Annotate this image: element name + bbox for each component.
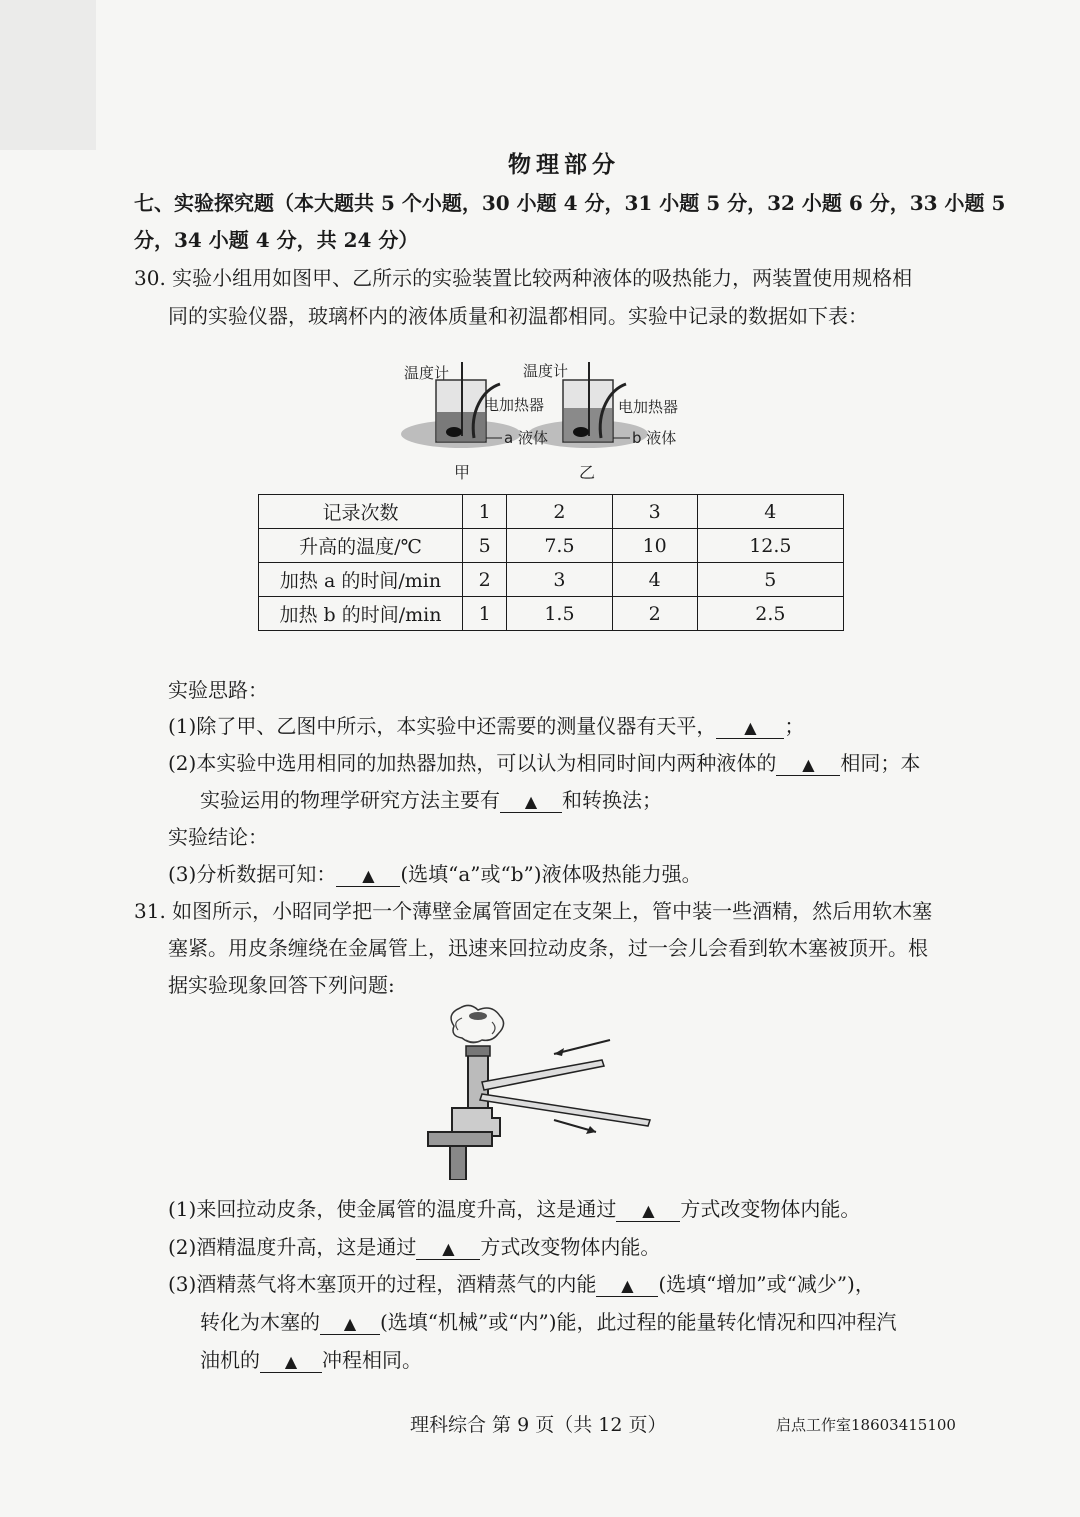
answer-blank[interactable]: ▲ — [260, 1350, 322, 1373]
q30-line2: 同的实验仪器，玻璃杯内的液体质量和初温都相同。实验中记录的数据如下表： — [168, 304, 868, 328]
q30-line1: 30. 实验小组用如图甲、乙所示的实验装置比较两种液体的吸热能力，两装置使用规格相 — [134, 266, 913, 290]
section-heading-line1: 七、实验探究题（本大题共 5 个小题，30 小题 4 分，31 小题 5 分，32 小题 6 分，33 小题 5 — [134, 191, 1006, 215]
q30-sub1: (1)除了甲、乙图中所示，本实验中还需要的测量仪器有天平， ▲ ； — [168, 714, 805, 738]
data-table — [258, 494, 844, 631]
table-cell: 12.5 — [697, 529, 843, 563]
table-row — [259, 597, 844, 631]
q31-line3: 据实验现象回答下列问题: — [168, 973, 395, 997]
page-title: 物理部分 — [508, 151, 620, 178]
table-cell: 3 — [612, 495, 697, 529]
table-cell: 2 — [463, 563, 507, 597]
section-heading-line2: 分，34 小题 4 分，共 24 分） — [134, 228, 419, 252]
table-cell: 1 — [463, 597, 507, 631]
liquid-label-a: a 液体 — [504, 429, 548, 447]
metal-tube-figure — [422, 1004, 662, 1180]
caption-jia: 甲 — [454, 463, 471, 482]
table-cell: 加热 b 的时间/min — [259, 597, 463, 631]
table-cell: 7.5 — [507, 529, 612, 563]
scan-shadow — [0, 0, 96, 150]
q31-line2: 塞紧。用皮条缠绕在金属管上，迅速来回拉动皮条，过一会儿会看到软木塞被顶开。根 — [168, 936, 928, 960]
table-cell: 2 — [507, 495, 612, 529]
answer-blank[interactable]: ▲ — [336, 864, 400, 887]
q30-sub3: (3)分析数据可知： ▲ (选填“a”或“b”)液体吸热能力强。 — [168, 862, 702, 886]
table-cell: 5 — [697, 563, 843, 597]
table-row — [259, 563, 844, 597]
answer-blank[interactable]: ▲ — [616, 1199, 680, 1222]
heater-label-b: 电加热器 — [618, 398, 679, 416]
answer-blank[interactable]: ▲ — [320, 1312, 380, 1335]
answer-blank[interactable]: ▲ — [596, 1274, 658, 1297]
table-cell: 1 — [463, 495, 507, 529]
table-cell: 4 — [612, 563, 697, 597]
table-header-row — [259, 495, 844, 529]
beaker-figure — [396, 352, 696, 488]
q30-sub2-cont: 实验运用的物理学研究方法主要有 ▲ 和转换法； — [200, 788, 662, 812]
table-cell: 10 — [612, 529, 697, 563]
thermometer-label-b: 温度计 — [523, 362, 569, 380]
footer-credit: 启点工作室18603415100 — [776, 1416, 956, 1434]
q30-idea-label: 实验思路： — [168, 678, 268, 702]
table-cell: 升高的温度/℃ — [259, 529, 463, 563]
page-footer: 理科综合 第 9 页（共 12 页） — [410, 1414, 667, 1436]
answer-blank[interactable]: ▲ — [776, 753, 840, 776]
table-cell: 5 — [463, 529, 507, 563]
table-cell: 1.5 — [507, 597, 612, 631]
table-cell: 2.5 — [697, 597, 843, 631]
q30-conclusion-label: 实验结论： — [168, 825, 268, 849]
heater-label-a: 电加热器 — [484, 396, 545, 414]
thermometer-label-a: 温度计 — [404, 364, 450, 382]
q31-sub3-cont: 转化为木塞的 ▲ (选填“机械”或“内”)能，此过程的能量转化情况和四冲程汽 — [200, 1310, 897, 1334]
q31-sub2: (2)酒精温度升高，这是通过 ▲ 方式改变物体内能。 — [168, 1235, 661, 1259]
q31-sub3-cont2: 油机的 ▲ 冲程相同。 — [200, 1348, 422, 1372]
caption-yi: 乙 — [579, 463, 596, 482]
table-row — [259, 529, 844, 563]
table-cell: 4 — [697, 495, 843, 529]
answer-blank[interactable]: ▲ — [716, 716, 784, 739]
table-cell: 记录次数 — [259, 495, 463, 529]
q31-sub3: (3)酒精蒸气将木塞顶开的过程，酒精蒸气的内能 ▲ (选填“增加”或“减少”)， — [168, 1272, 875, 1296]
answer-blank[interactable]: ▲ — [416, 1237, 480, 1260]
q30-sub2: (2)本实验中选用相同的加热器加热，可以认为相同时间内两种液体的 ▲ 相同；本 — [168, 751, 921, 775]
table-cell: 2 — [612, 597, 697, 631]
table-cell: 3 — [507, 563, 612, 597]
liquid-label-b: b 液体 — [632, 429, 677, 447]
answer-blank[interactable]: ▲ — [500, 790, 562, 813]
table-cell: 加热 a 的时间/min — [259, 563, 463, 597]
q31-sub1: (1)来回拉动皮条，使金属管的温度升高，这是通过 ▲ 方式改变物体内能。 — [168, 1197, 861, 1221]
q31-line1: 31. 如图所示，小昭同学把一个薄壁金属管固定在支架上，管中装一些酒精，然后用软木塞 — [134, 899, 933, 923]
